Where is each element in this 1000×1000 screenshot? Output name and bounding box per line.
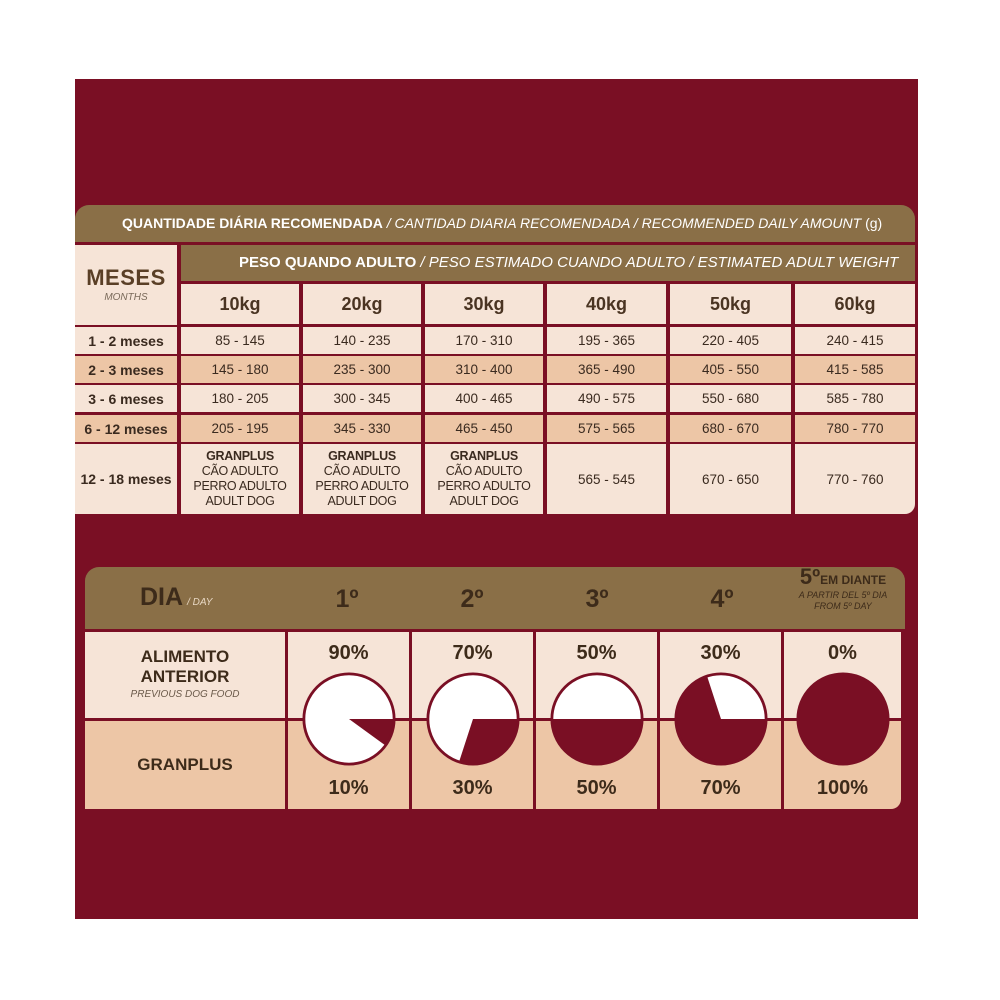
- day-label-text: DIA: [140, 583, 184, 611]
- feeding-table: [75, 205, 915, 514]
- amount-cell: 565 - 545: [547, 444, 666, 514]
- mix-pie-chart: [796, 672, 890, 766]
- note-line: CÃO ADULTO: [323, 464, 401, 478]
- day-label-sub: / DAY: [187, 597, 213, 608]
- amount-cell: 85 - 145: [181, 327, 299, 354]
- note-adult-dog: [303, 444, 421, 514]
- mix-pie-chart: [550, 672, 644, 766]
- day-4: 4º: [710, 585, 734, 613]
- amount-cell: 145 - 180: [181, 356, 299, 383]
- month-label: 6 - 12 meses: [75, 415, 177, 442]
- granplus-percent: 10%: [328, 777, 369, 799]
- month-label: 3 - 6 meses: [75, 385, 177, 412]
- pie-granplus-slice: [552, 719, 642, 764]
- amount-cell: 345 - 330: [303, 415, 421, 442]
- weight-col-40kg: 40kg: [547, 284, 666, 324]
- amount-cell: 220 - 405: [670, 327, 791, 354]
- mix-pie-chart: [302, 672, 396, 766]
- previous-food-percent: 30%: [700, 642, 741, 664]
- month-label: 12 - 18 meses: [75, 444, 177, 514]
- day-label: [140, 583, 212, 612]
- transition-table: [85, 564, 905, 809]
- amount-cell: 300 - 345: [303, 385, 421, 412]
- day-column: [660, 632, 781, 809]
- note-line: PERRO ADULTO: [193, 479, 287, 493]
- granplus-percent: 50%: [576, 777, 617, 799]
- amount-cell: 415 - 585: [795, 356, 915, 383]
- amount-cell: 490 - 575: [547, 385, 666, 412]
- granplus-label: GRANPLUS: [85, 721, 285, 809]
- granplus-percent: 100%: [816, 777, 869, 799]
- note-line: PERRO ADULTO: [437, 479, 531, 493]
- amount-cell: 585 - 780: [795, 385, 915, 412]
- weight-title: PESO QUANDO ADULTO: [239, 254, 417, 271]
- amount-cell: 180 - 205: [181, 385, 299, 412]
- note-line: GRANPLUS: [206, 449, 274, 463]
- transition-header: [85, 564, 905, 629]
- previous-food-percent: 90%: [328, 642, 369, 664]
- weight-col-30kg: 30kg: [425, 284, 543, 324]
- amount-cell: 240 - 415: [795, 327, 915, 354]
- month-label: 2 - 3 meses: [75, 356, 177, 383]
- note-line: ADULT DOG: [327, 494, 397, 508]
- amount-cell: 550 - 680: [670, 385, 791, 412]
- amount-cell: 170 - 310: [425, 327, 543, 354]
- amount-cell: 205 - 195: [181, 415, 299, 442]
- note-adult-dog: [181, 444, 299, 514]
- month-label: 1 - 2 meses: [75, 327, 177, 354]
- amount-cell: 405 - 550: [670, 356, 791, 383]
- amount-cell: 680 - 670: [670, 415, 791, 442]
- previous-food-line2: ANTERIOR: [140, 667, 230, 686]
- amount-cell: 770 - 760: [795, 444, 915, 514]
- amount-cell: 465 - 450: [425, 415, 543, 442]
- note-line: ADULT DOG: [449, 494, 519, 508]
- weight-translations: / PESO ESTIMADO CUANDO ADULTO / ESTIMATED ADULT WEIGHT: [416, 254, 899, 271]
- amount-cell: 235 - 300: [303, 356, 421, 383]
- previous-food-sub: PREVIOUS DOG FOOD: [130, 689, 240, 700]
- previous-food-percent: 50%: [576, 642, 617, 664]
- header-unit: (g): [861, 215, 883, 231]
- note-line: GRANPLUS: [450, 449, 518, 463]
- note-adult-dog: [425, 444, 543, 514]
- amount-cell: 310 - 400: [425, 356, 543, 383]
- day-1: 1º: [335, 585, 359, 613]
- day-column: [784, 632, 901, 809]
- amount-cell: 670 - 650: [670, 444, 791, 514]
- mix-pie-chart: [674, 672, 768, 766]
- amount-cell: 195 - 365: [547, 327, 666, 354]
- day-5-sub-es: A PARTIR DEL 5º DIA: [798, 590, 888, 600]
- amount-cell: 365 - 490: [547, 356, 666, 383]
- day-5: 5º: [799, 564, 821, 589]
- previous-food-label: [85, 632, 285, 718]
- day-column: [288, 632, 409, 809]
- weight-header: [181, 245, 915, 281]
- previous-food-line1: ALIMENTO: [140, 647, 230, 666]
- weight-col-10kg: 10kg: [181, 284, 299, 324]
- day-column: [412, 632, 533, 809]
- amount-cell: 780 - 770: [795, 415, 915, 442]
- day-2: 2º: [460, 585, 484, 613]
- previous-food-percent: 70%: [452, 642, 493, 664]
- months-column-header: [75, 245, 177, 325]
- previous-food-percent: 0%: [828, 642, 857, 664]
- day-5-onwards: [785, 564, 901, 612]
- note-line: CÃO ADULTO: [445, 464, 523, 478]
- weight-col-20kg: 20kg: [303, 284, 421, 324]
- header-title: QUANTIDADE DIÁRIA RECOMENDADA: [122, 215, 383, 231]
- mix-pie-chart: [426, 672, 520, 766]
- note-line: CÃO ADULTO: [201, 464, 279, 478]
- granplus-percent: 30%: [452, 777, 493, 799]
- day-3: 3º: [585, 585, 609, 613]
- granplus-percent: 70%: [700, 777, 741, 799]
- weight-col-60kg: 60kg: [795, 284, 915, 324]
- note-line: GRANPLUS: [328, 449, 396, 463]
- weight-col-50kg: 50kg: [670, 284, 791, 324]
- note-line: ADULT DOG: [205, 494, 275, 508]
- months-subtitle: MONTHS: [104, 292, 148, 303]
- note-line: PERRO ADULTO: [315, 479, 409, 493]
- day-5-em-diante: EM DIANTE: [820, 573, 887, 587]
- day-column: [536, 632, 657, 809]
- header-translations: / CANTIDAD DIARIA RECOMENDADA / RECOMMENDED DAILY AMOUNT: [382, 215, 862, 231]
- amount-cell: 140 - 235: [303, 327, 421, 354]
- day-5-sub-en: FROM 5º DAY: [814, 601, 872, 611]
- feeding-table-header: [75, 205, 915, 242]
- amount-cell: 575 - 565: [547, 415, 666, 442]
- months-title: MESES: [86, 265, 166, 290]
- amount-cell: 400 - 465: [425, 385, 543, 412]
